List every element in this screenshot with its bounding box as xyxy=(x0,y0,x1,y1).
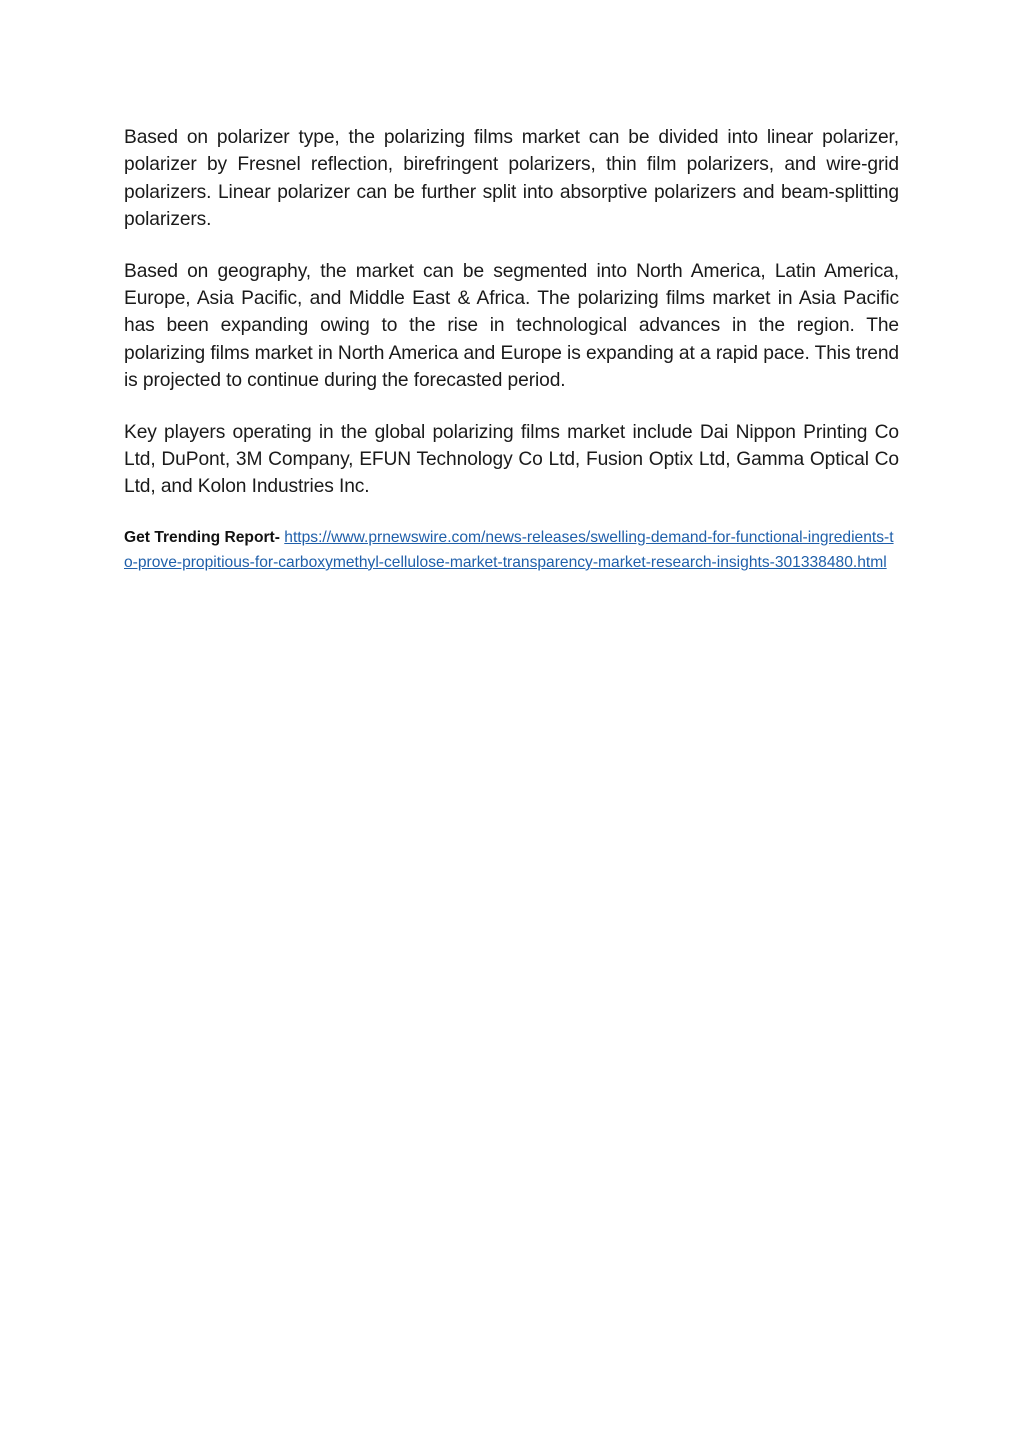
paragraph-key-players: Key players operating in the global polarizing films market include Dai Nippon Printing Co Ltd, DuPont, 3M Company, EFUN Technology Co Ltd, Fusion Optix Ltd, Gamma Optical Co Ltd, and Kolon Industries Inc. xyxy=(124,421,899,498)
paragraph-polarizer-type: Based on polarizer type, the polarizing films market can be divided into linear polarizer, polarizer by Fresnel reflection, birefringent polarizers, thin film polarizers, and wire-grid polarizers. Linear polarizer can be further split into absorptive polarizers and beam-splitting polarizers. xyxy=(124,127,899,231)
trending-report-link[interactable]: https://www.prnewswire.com/news-releases/swelling-demand-for-functional-ingredients-to-prove-propitious-for-carboxymethyl-cellulose-market-transparency-market-research-insights-301338480.html xyxy=(124,528,894,571)
trending-report-label: Get Trending Report- xyxy=(124,528,280,546)
paragraph-geography: Based on geography, the market can be segmented into North America, Latin America, Europe, Asia Pacific, and Middle East & Africa. The polarizing films market in Asia Pacific has been expanding owing to the rise in technological advances in the region. The polarizing films market in North America and Europe is expanding at a rapid pace. This trend is projected to continue during the forecasted period. xyxy=(124,260,899,392)
document-page xyxy=(124,124,899,575)
trending-report xyxy=(124,525,899,575)
